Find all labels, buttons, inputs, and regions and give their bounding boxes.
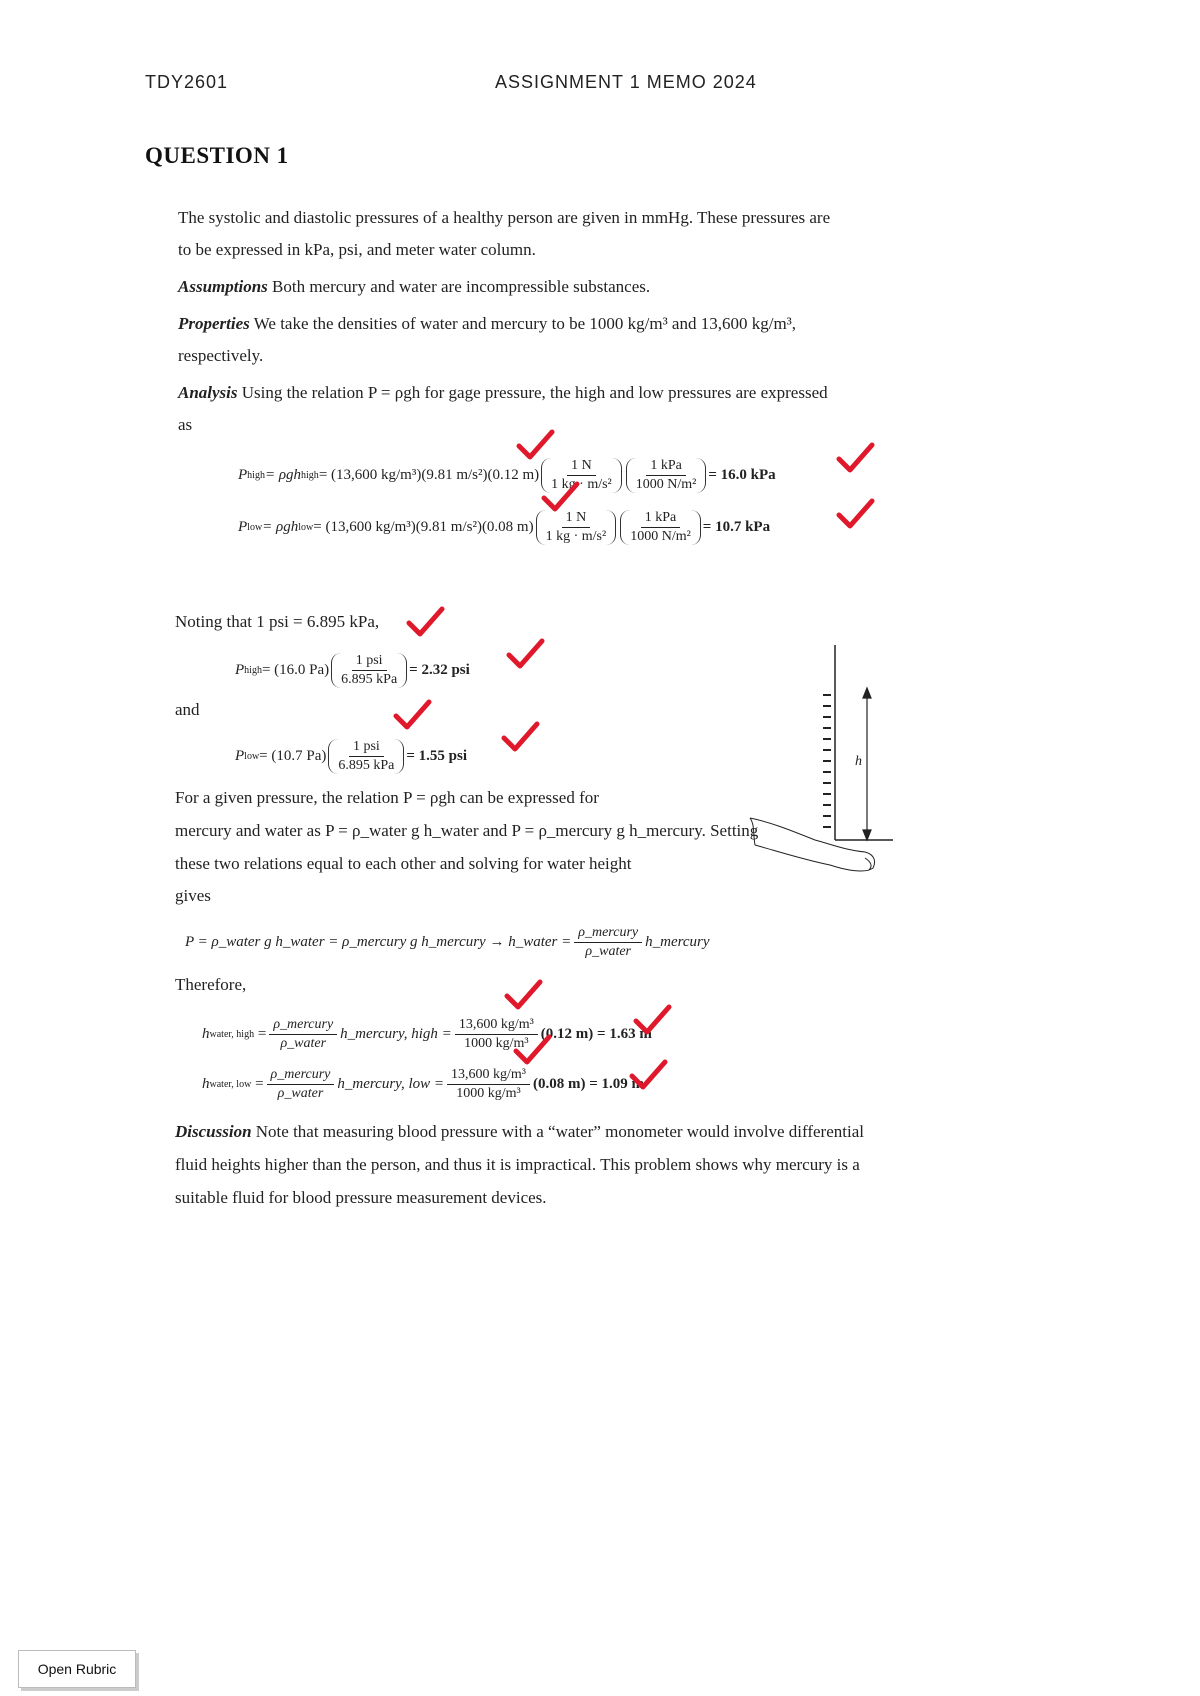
assumptions-label: Assumptions xyxy=(178,277,268,296)
discussion-line-2: fluid heights higher than the person, and thus it is impractical. This problem shows why mercury is a xyxy=(175,1155,860,1174)
manometer-figure xyxy=(745,640,900,890)
equation-p-high-psi: P high = (16.0 Pa) $\frac{\text{1 psi}}{\text{6.895 kPa}}$ = 2.32 psi xyxy=(235,652,470,687)
scale-ticks xyxy=(823,695,831,827)
check-mark-icon xyxy=(392,698,432,732)
check-mark-icon xyxy=(512,1033,552,1067)
check-mark-icon xyxy=(500,720,540,754)
discussion-paragraph xyxy=(175,1122,864,1142)
properties-paragraph xyxy=(178,314,796,334)
check-mark-icon xyxy=(505,637,545,671)
analysis-paragraph xyxy=(178,383,828,403)
check-mark-icon xyxy=(632,1003,672,1037)
equation-p-low: P low = ρgh low = (13,600 kg/m³)(9.81 m/s²)(0.08 m) $\frac{1 N}{\text{1 kg · m/s²}}$ $\frac{\text{1 kPa}}{\text{1000 N/m²}}$ = 10.7 kPa xyxy=(238,509,771,544)
relation-line-1: For a given pressure, the relation P = ρgh can be expressed for xyxy=(175,788,599,807)
check-mark-icon xyxy=(540,480,580,514)
discussion-text: Note that measuring blood pressure with a “water” monometer would involve differential xyxy=(251,1122,864,1141)
and-text: and xyxy=(175,700,200,719)
question-title: QUESTION 1 xyxy=(145,143,289,168)
p-low-result: = 10.7 kPa xyxy=(702,518,771,535)
equation-water-height: P = ρ_water g h_water = ρ_mercury g h_mercury → h_water = $\frac{\text{ρ\_mercury}}{\text{ρ\_water}}$ h_mercury xyxy=(185,924,710,959)
intro-line-1: The systolic and diastolic pressures of a healthy person are given in mmHg. These pressures are xyxy=(178,208,831,227)
properties-text: We take the densities of water and mercury to be 1000 kg/m³ and 13,600 kg/m³, xyxy=(249,314,797,333)
height-arrow xyxy=(863,688,871,840)
discussion-line-3: suitable fluid for blood pressure measurement devices. xyxy=(175,1188,547,1207)
discussion-label: Discussion xyxy=(175,1122,252,1141)
check-mark-icon xyxy=(405,605,445,639)
assumptions-text: Both mercury and water are incompressible substances. xyxy=(267,277,651,296)
properties-label: Properties xyxy=(178,314,250,333)
p-high-result: = 16.0 kPa xyxy=(708,466,776,483)
document-title: ASSIGNMENT 1 MEMO 2024 xyxy=(495,72,757,92)
relation-line-4: gives xyxy=(175,886,211,905)
course-code: TDY2601 xyxy=(145,72,229,92)
assumptions-paragraph xyxy=(178,277,650,297)
manometer-tube xyxy=(835,645,893,840)
check-mark-icon xyxy=(515,428,555,462)
h-water-low-result: (0.08 m) = 1.09 m xyxy=(533,1075,645,1092)
check-mark-icon xyxy=(835,441,875,475)
properties-line-2: respectively. xyxy=(178,346,264,365)
equation-p-high: P high = ρgh high = (13,600 kg/m³)(9.81 m/s²)(0.12 m) $\frac{1 N}{\text{1 kg · m/s²}}$ $\frac{\text{1 kPa}}{\text{1000 N/m²}}$ = 16.0 kPa xyxy=(238,457,776,492)
relation-line-3: these two relations equal to each other and solving for water height xyxy=(175,854,632,873)
equation-h-water-low: h water, low = $\frac{\text{ρ\_mercury}}{\text{ρ\_water}}$ h_mercury, low = $\frac{\text{13,600 kg/m³}}{\text{1000 kg/m³}}$ (0.08 m) = 1.09 m xyxy=(202,1066,645,1101)
analysis-text: Using the relation P = ρgh for gage pressure, the high and low pressures are expressed xyxy=(237,383,828,402)
equation-h-water-high: h water, high = $\frac{\text{ρ\_mercury}}{\text{ρ\_water}}$ h_mercury, high = $\frac{\text{13,600 kg/m³}}{\text{1000 kg/m³}}$ (0.12 m) = 1.63 m xyxy=(202,1016,652,1051)
intro-line-2: to be expressed in kPa, psi, and meter water column. xyxy=(178,240,536,259)
analysis-label: Analysis xyxy=(178,383,238,402)
check-mark-icon xyxy=(835,497,875,531)
height-label: h xyxy=(855,754,862,769)
check-mark-icon xyxy=(503,978,543,1012)
analysis-line-2: as xyxy=(178,415,193,434)
open-rubric-button[interactable]: Open Rubric xyxy=(18,1650,136,1688)
psi-conversion-note: Noting that 1 psi = 6.895 kPa, xyxy=(175,612,380,631)
relation-line-2: mercury and water as P = ρ_water g h_water and P = ρ_mercury g h_mercury. Setting xyxy=(175,821,759,840)
h-water-high-result: (0.12 m) = 1.63 m xyxy=(540,1025,652,1042)
therefore-text: Therefore, xyxy=(175,975,247,994)
arm-sketch xyxy=(750,818,875,871)
equation-p-low-psi: P low = (10.7 Pa) $\frac{\text{1 psi}}{\text{6.895 kPa}}$ = 1.55 psi xyxy=(235,738,468,773)
check-mark-icon xyxy=(628,1058,668,1092)
